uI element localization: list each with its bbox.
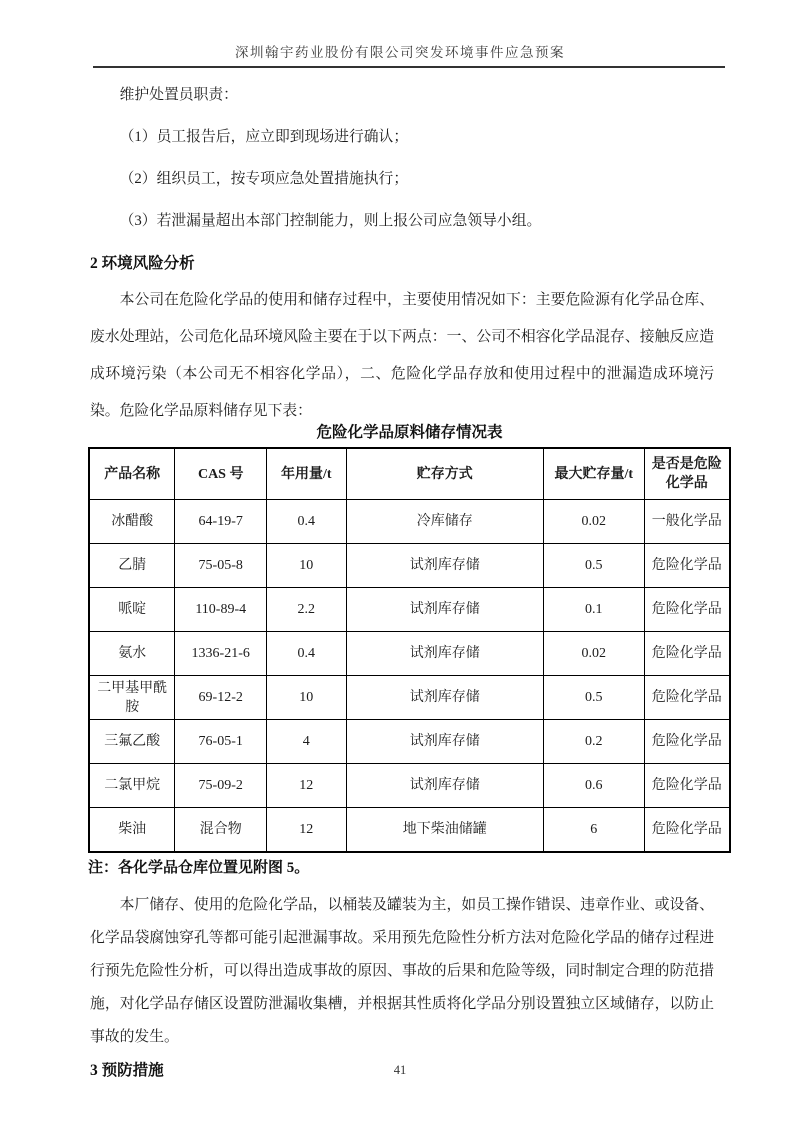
table-cell: 冰醋酸: [89, 500, 175, 544]
table-cell: 乙腈: [89, 544, 175, 588]
table-cell: 0.5: [543, 544, 644, 588]
table-header-cell: 最大贮存量/t: [543, 448, 644, 500]
table-header-cell: 贮存方式: [346, 448, 543, 500]
chemical-storage-table: [88, 447, 731, 853]
table-row: [89, 544, 730, 588]
table-cell: 试剂库存储: [346, 676, 543, 720]
duty-item-2: （2）组织员工，按专项应急处置措施执行；: [119, 171, 409, 187]
table-cell: 试剂库存储: [346, 588, 543, 632]
table-cell: 二氯甲烷: [89, 764, 175, 808]
table-cell: 10: [267, 544, 346, 588]
table-cell: 76-05-1: [175, 720, 267, 764]
duty-item-3: （3）若泄漏量超出本部门控制能力，则上报公司应急领导小组。: [119, 213, 542, 229]
table-cell: 10: [267, 676, 346, 720]
table-cell: 0.6: [543, 764, 644, 808]
table-cell: 危险化学品: [644, 808, 730, 853]
table-cell: 一般化学品: [644, 500, 730, 544]
table-header-cell: CAS 号: [175, 448, 267, 500]
table-cell: 危险化学品: [644, 544, 730, 588]
chemical-table-title: 危险化学品原料储存情况表: [316, 424, 503, 441]
table-cell: 1336-21-6: [175, 632, 267, 676]
table-cell: 75-09-2: [175, 764, 267, 808]
table-cell: 试剂库存储: [346, 544, 543, 588]
table-cell: 试剂库存储: [346, 764, 543, 808]
table-row: [89, 764, 730, 808]
table-cell: 64-19-7: [175, 500, 267, 544]
intro-line: 维护处置员职责：: [119, 87, 238, 103]
document-body: [88, 86, 722, 1081]
table-cell: 69-12-2: [175, 676, 267, 720]
table-cell: 12: [267, 764, 346, 808]
table-cell: 哌啶: [89, 588, 175, 632]
table-cell: 柴油: [89, 808, 175, 853]
table-header-cell: 年用量/t: [267, 448, 346, 500]
table-row: [89, 808, 730, 853]
section-3-heading: 3 预防措施: [90, 1062, 164, 1079]
table-cell: 危险化学品: [644, 764, 730, 808]
table-cell: 0.02: [543, 632, 644, 676]
table-cell: 试剂库存储: [346, 720, 543, 764]
table-cell: 冷库储存: [346, 500, 543, 544]
table-cell: 0.2: [543, 720, 644, 764]
page-number: 41: [393, 1063, 407, 1077]
document-header-title: 深圳翰宇药业股份有限公司突发环境事件应急预案: [235, 45, 565, 60]
table-cell: 危险化学品: [644, 632, 730, 676]
table-cell: 4: [267, 720, 346, 764]
table-row: [89, 588, 730, 632]
table-body: [89, 500, 730, 853]
table-cell: 75-05-8: [175, 544, 267, 588]
section-2-heading: 2 环境风险分析: [90, 255, 195, 272]
table-cell: 二甲基甲酰胺: [89, 676, 175, 720]
table-cell: 2.2: [267, 588, 346, 632]
table-cell: 地下柴油储罐: [346, 808, 543, 853]
table-row: [89, 720, 730, 764]
table-cell: 0.5: [543, 676, 644, 720]
table-cell: 三氟乙酸: [89, 720, 175, 764]
table-cell: 110-89-4: [175, 588, 267, 632]
section-2-paragraph: 本公司在危险化学品的使用和储存过程中，主要使用情况如下：主要危险源有化学品仓库、废水处理站，公司危化品环境风险主要在于以下两点：一、公司不相容化学品混存、接触反应造成环境污染（本公司无不相容化学品），二、危险化学品存放和使用过程中的泄漏造成环境污染。危险化学品原料储存见下表：: [90, 292, 714, 419]
header-rule-divider: [93, 66, 725, 68]
table-row: [89, 500, 730, 544]
table-cell: 0.4: [267, 500, 346, 544]
table-cell: 0.02: [543, 500, 644, 544]
risk-analysis-paragraph: 本厂储存、使用的危险化学品，以桶装及罐装为主，如员工操作错误、违章作业、或设备、化学品袋腐蚀穿孔等都可能引起泄漏事故。采用预先危险性分析方法对危险化学品的储存过程进行预先危险性分析，可以得出造成事故的原因、事故的后果和危险等级，同时制定合理的防范措施，对化学品存储区设置防泄漏收集槽，并根据其性质将化学品分别设置独立区域储存，以防止事故的发生。: [90, 897, 714, 1045]
table-header-cell: 是否是危险化学品: [644, 448, 730, 500]
table-cell: 12: [267, 808, 346, 853]
table-header-cell: 产品名称: [89, 448, 175, 500]
table-cell: 危险化学品: [644, 676, 730, 720]
table-row: [89, 632, 730, 676]
table-cell: 6: [543, 808, 644, 853]
table-cell: 试剂库存储: [346, 632, 543, 676]
table-note: 注：各化学品仓库位置见附图 5。: [88, 860, 310, 876]
table-head: [89, 448, 730, 500]
table-header-row: [89, 448, 730, 500]
table-cell: 0.1: [543, 588, 644, 632]
duty-item-1: （1）员工报告后，应立即到现场进行确认；: [119, 129, 409, 145]
table-cell: 0.4: [267, 632, 346, 676]
table-cell: 危险化学品: [644, 720, 730, 764]
table-cell: 危险化学品: [644, 588, 730, 632]
table-cell: 氨水: [89, 632, 175, 676]
table-row: [89, 676, 730, 720]
table-cell: 混合物: [175, 808, 267, 853]
